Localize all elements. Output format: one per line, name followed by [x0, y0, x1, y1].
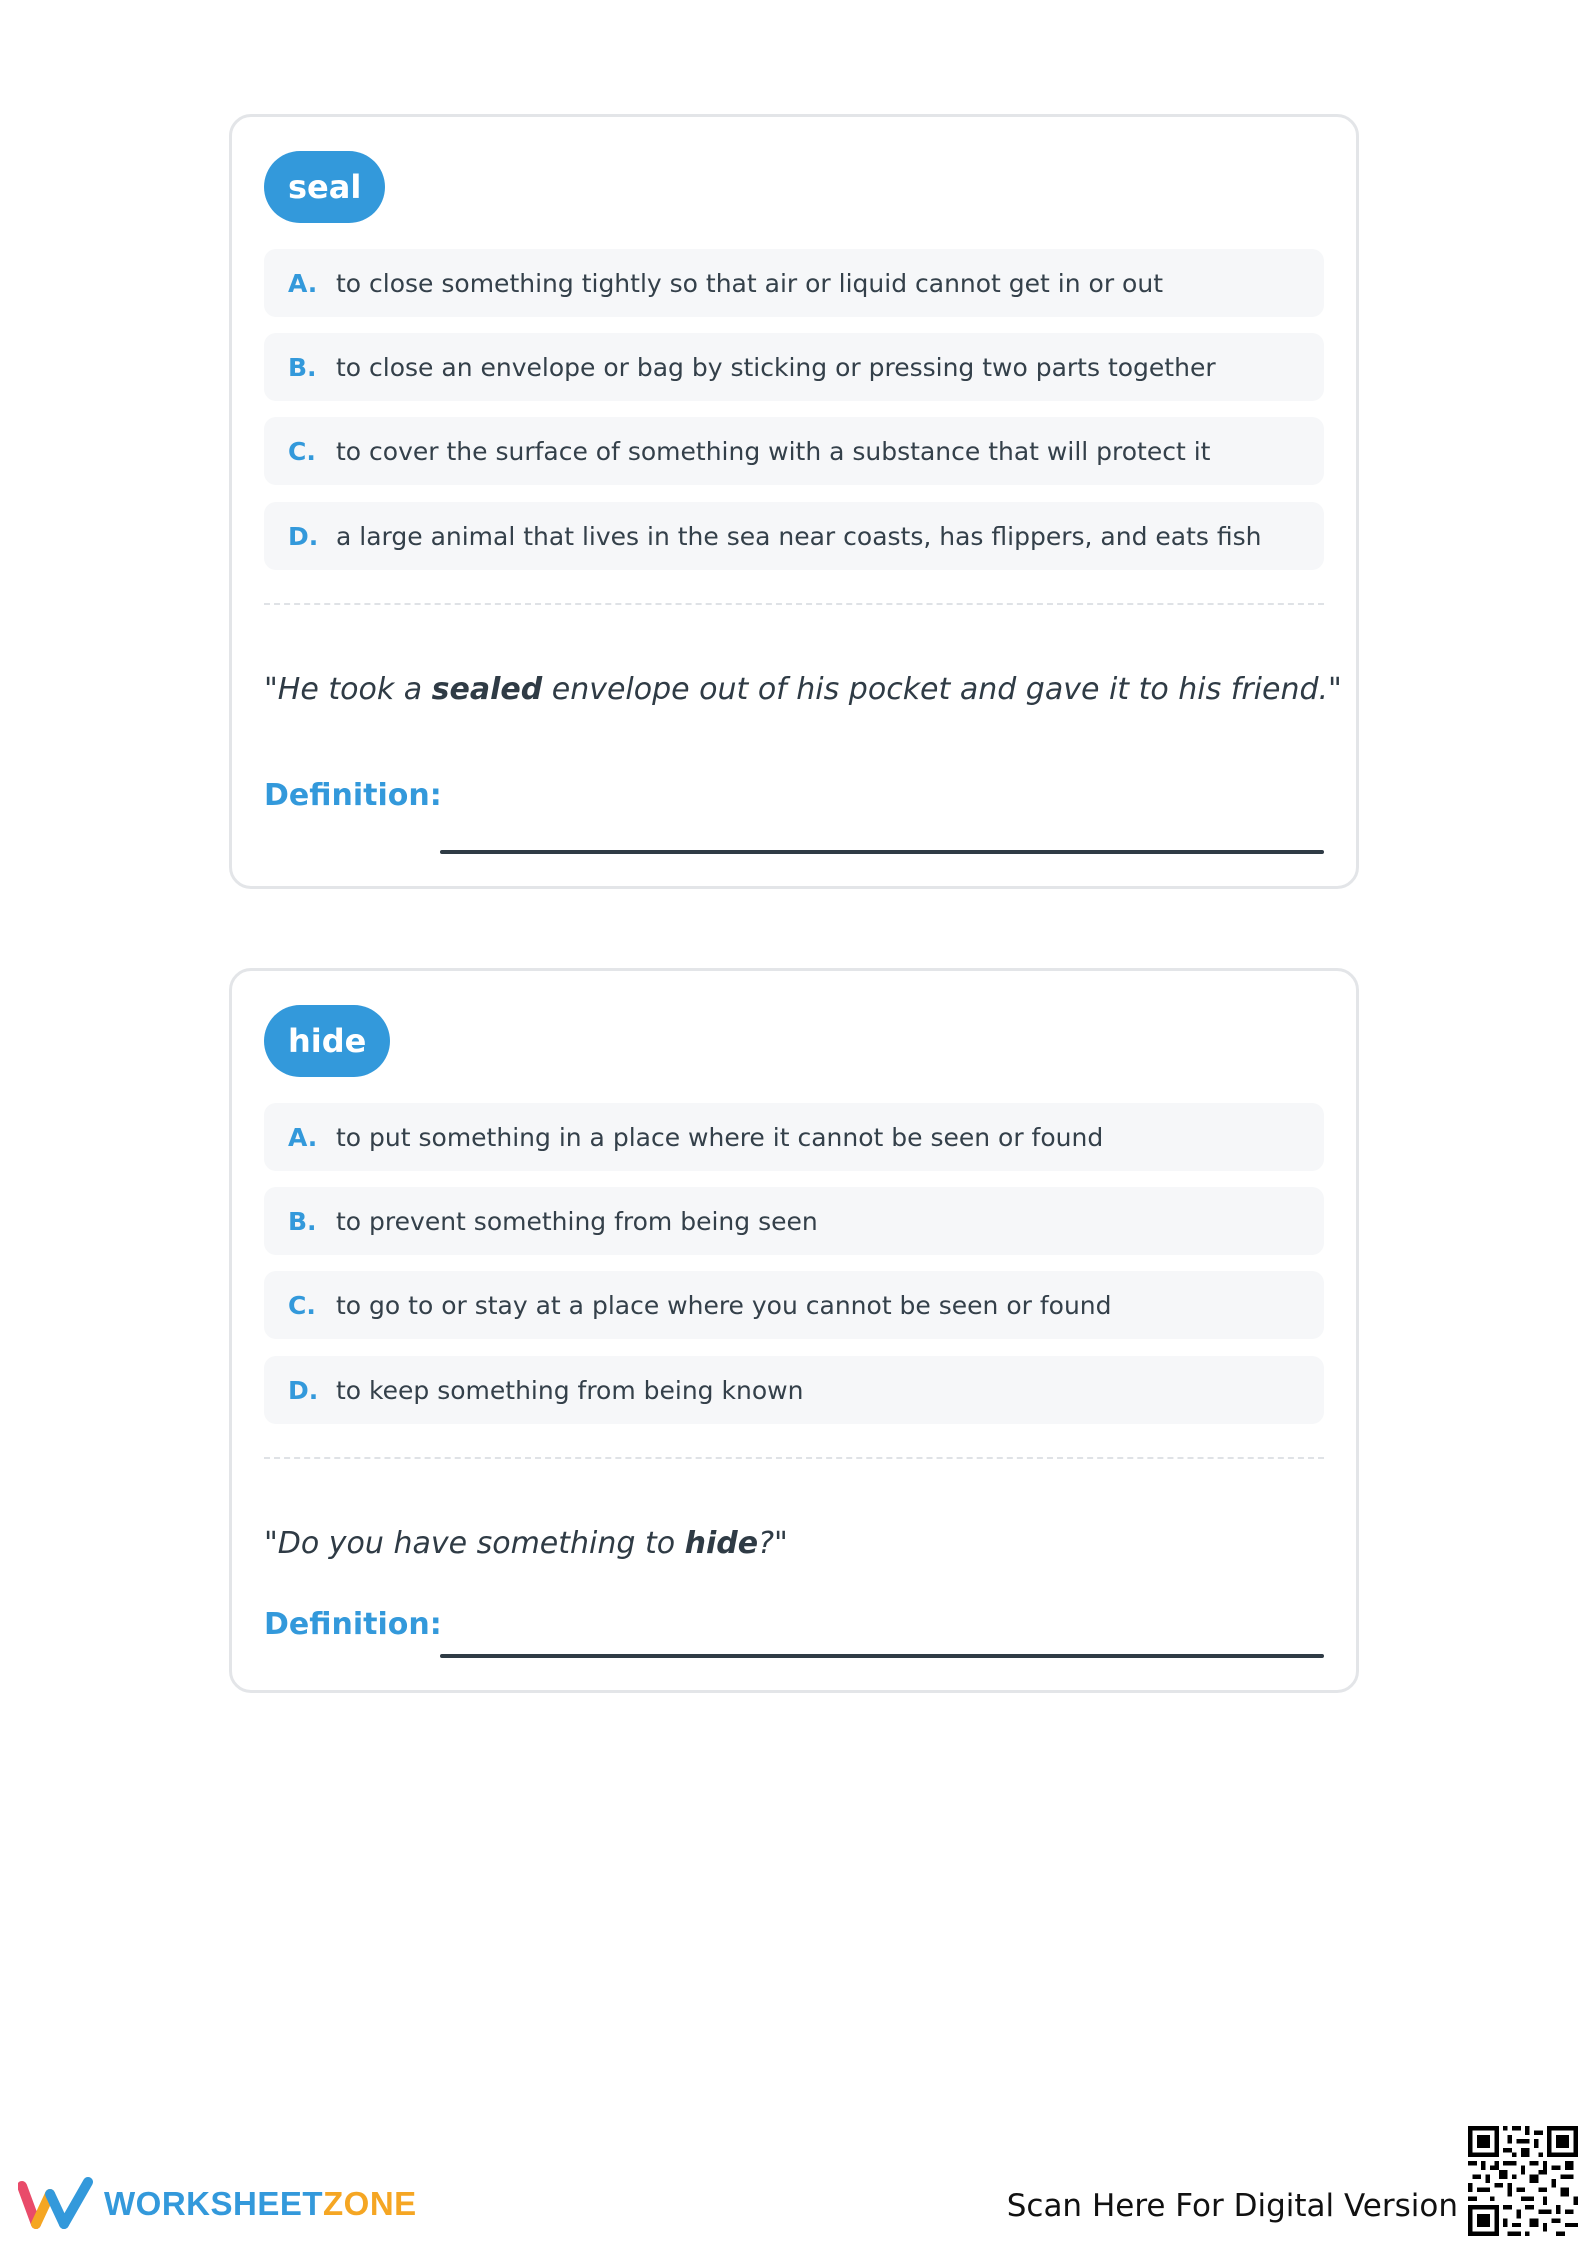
option-text: to go to or stay at a place where you cannot be seen or found [336, 1290, 1112, 1320]
option-c[interactable] [264, 1271, 1324, 1339]
sentence-text: envelope out of his pocket and gave it to his friend." [542, 672, 1342, 707]
scan-caption: Scan Here For Digital Version [1006, 2188, 1458, 2224]
brand-part-1: WORKSHEET [104, 2185, 323, 2222]
option-letter: D. [288, 1375, 319, 1405]
option-d[interactable] [264, 1356, 1324, 1424]
option-letter: C. [288, 1290, 316, 1320]
vocab-word-badge: hide [264, 1005, 390, 1077]
vocab-card-hide [229, 968, 1359, 1693]
sentence-text: "Do you have something to [264, 1526, 685, 1561]
definition-label: Definition: [264, 778, 442, 813]
example-sentence [264, 672, 1342, 707]
option-letter: D. [288, 521, 319, 551]
option-letter: B. [288, 1206, 317, 1236]
sentence-keyword: hide [684, 1526, 759, 1561]
option-d[interactable] [264, 502, 1324, 570]
dashed-divider [264, 1457, 1324, 1459]
definition-label: Definition: [264, 1607, 442, 1642]
option-text: to close something tightly so that air or liquid cannot get in or out [336, 268, 1164, 298]
option-letter: B. [288, 352, 317, 382]
sentence-text: "He took a [264, 672, 432, 707]
definition-answer-line[interactable] [440, 850, 1324, 854]
option-a[interactable] [264, 1103, 1324, 1171]
option-b[interactable] [264, 333, 1324, 401]
option-letter: A. [288, 1122, 318, 1152]
option-text: to prevent something from being seen [336, 1206, 818, 1236]
option-text: a large animal that lives in the sea near coasts, has flippers, and eats fish [336, 521, 1262, 551]
option-text: to put something in a place where it cannot be seen or found [336, 1122, 1104, 1152]
option-text: to keep something from being known [336, 1375, 804, 1405]
option-c[interactable] [264, 417, 1324, 485]
sentence-keyword: sealed [431, 672, 543, 707]
sentence-text: ?" [758, 1526, 788, 1561]
dashed-divider [264, 603, 1324, 605]
vocab-card-seal [229, 114, 1359, 889]
worksheetzone-logo[interactable] [18, 2176, 417, 2232]
brand-name [104, 2185, 417, 2223]
example-sentence [264, 1526, 1334, 1561]
definition-answer-line[interactable] [440, 1654, 1324, 1658]
qr-code-icon[interactable] [1468, 2126, 1578, 2236]
option-text: to close an envelope or bag by sticking or pressing two parts together [336, 352, 1216, 382]
option-letter: A. [288, 268, 318, 298]
option-letter: C. [288, 436, 316, 466]
w-logo-icon [18, 2176, 94, 2232]
option-a[interactable] [264, 249, 1324, 317]
option-text: to cover the surface of something with a substance that will protect it [336, 436, 1211, 466]
brand-part-2: ZONE [323, 2185, 417, 2222]
option-b[interactable] [264, 1187, 1324, 1255]
vocab-word-badge: seal [264, 151, 385, 223]
